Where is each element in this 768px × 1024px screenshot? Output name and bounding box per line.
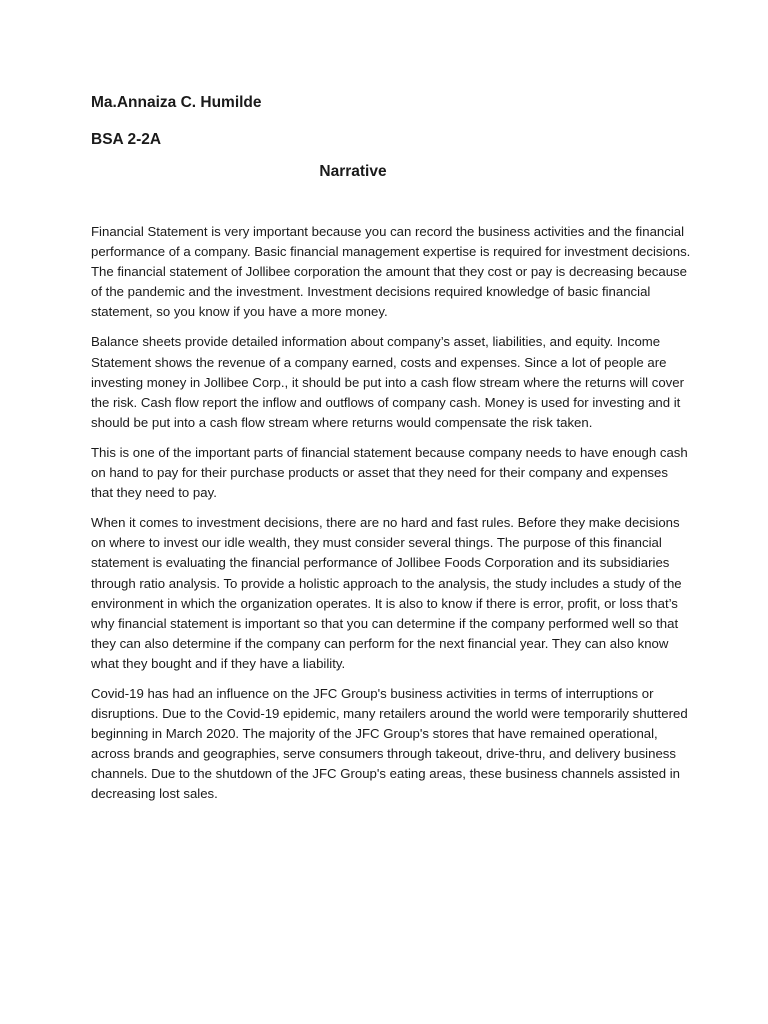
paragraph-financial-statement: Financial Statement is very important because you can record the business activities and the financial performance of a company. Basic financial management expertise is required for investment decisions. The financial statement of Jollibee corporation the amount that they cost or pay is decreasing because of the pandemic and the investment. Investment decisions required knowledge of basic financial statement, so you know if you have a more money. <box>91 224 691 320</box>
document-title: Narrative <box>319 163 387 180</box>
document-body <box>91 222 691 815</box>
class-section: BSA 2-2A <box>91 131 162 148</box>
author-name: Ma.Annaiza C. Humilde <box>91 94 262 111</box>
paragraph-important-parts: This is one of the important parts of financial statement because company needs to have enough cash on hand to pay for their purchase products or asset that they need for their company and expenses that they need to pay. <box>91 444 688 501</box>
paragraph-covid-19: Covid-19 has had an influence on the JFC Group's business activities in terms of interruptions or disruptions. Due to the Covid-19 epidemic, many retailers around the world were temporarily shuttered beginning in March 2020. The majority of the JFC Group's stores that have remained operational, across brands and geographies, serve consumers through takeout, drive-thru, and delivery business channels. Due to the shutdown of the JFC Group's eating areas, these business channels assisted in decreasing lost sales. <box>91 685 688 802</box>
paragraph-balance-sheets: Balance sheets provide detailed information about company’s asset, liabilities, and equity. Income Statement shows the revenue of a company earned, costs and expenses. Since a lot of people are investing money in Jollibee Corp., it should be put into a cash flow stream where the returns will cover the risk. Cash flow report the inflow and outflows of company cash. Money is used for investing and it should be put into a cash flow stream where returns would compensate the risk taken. <box>91 334 684 430</box>
paragraph-investment-decisions: When it comes to investment decisions, there are no hard and fast rules. Before they make decisions on where to invest our idle wealth, they must consider several things. The purpose of this financial statement is evaluating the financial performance of Jollibee Foods Corporation and its subsidiaries through ratio analysis. To provide a holistic approach to the analysis, the study includes a study of the environment in which the organization operates. It is also to know if there is error, profit, or loss that’s why financial statement is important so that you can determine if the company performed well so that they can also determine if the company can perform for the next financial year. They can also know what they bought and if they have a liability. <box>91 515 682 671</box>
